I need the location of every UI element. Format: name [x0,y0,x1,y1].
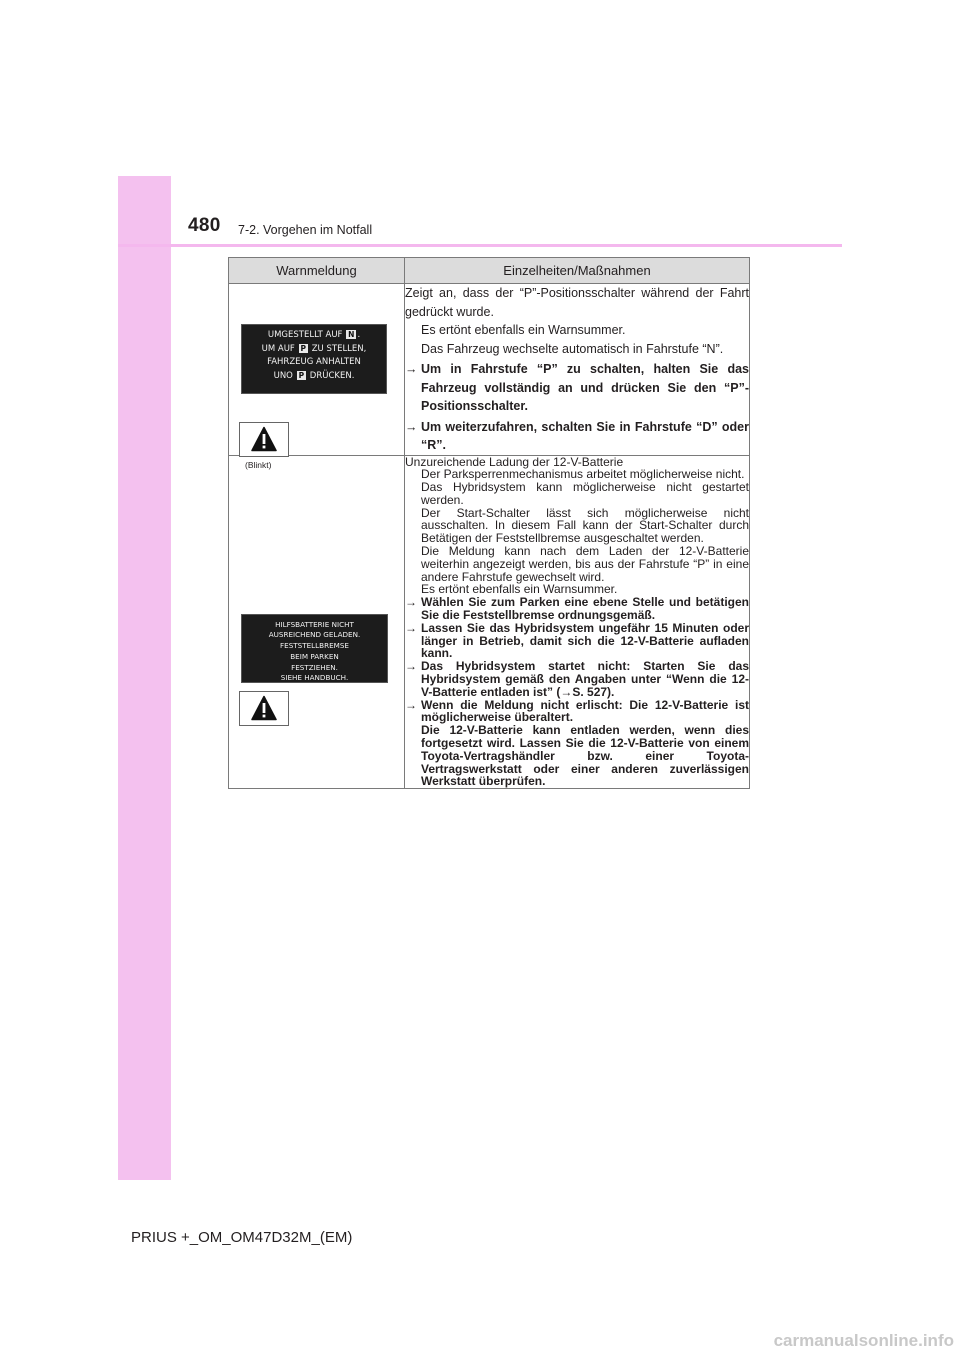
watermark: carmanualsonline.info [773,1331,954,1350]
action-item: → Lassen Sie das Hybridsystem ungefähr 15 Minuten oder länger in Betrieb, damit sich die 12-V-Batterie aufladen kann. [405,620,749,661]
info-text: Das Fahrzeug wechselte automatisch in Fahrstufe “N”. [421,341,724,356]
info-text: Die Meldung kann nach dem Laden der 12-V-Batterie weiterhin angezeigt werden, bis aus der Fahrstufe “P” in eine andere Fahrstufe gewechselt wird. [421,544,749,584]
action-item: → Um in Fahrstufe “P” zu schalten, halten Sie das Fahrzeug vollständig an und drücken Sie den “P”-Positionsschalter. [405,362,749,413]
action-item: → Wenn die Meldung nicht erlischt: Die 12-V-Batterie ist möglicherweise überaltert. Die 12-V-Batterie kann entladen werden, wenn dies fortgesetzt wird. Lassen Sie die 12-V-Batterie von einem Toyota-Vertragshändler bzw. einer Toyota-Vertragswerkstatt oder einer anderen zuverlässigen Werkstatt überprüfen. [405,697,749,789]
info-text: Das Hybridsystem kann möglicherweise nicht gestartet werden. [421,480,749,507]
table-row [229,284,750,456]
warning-triangle-icon [239,691,289,726]
warning-cell [229,455,405,789]
page-number: 480 [188,215,221,236]
arrow-icon: → [405,697,417,712]
display-message-image: UMGESTELLT AUF N . UM AUF P ZU STELLEN, FAHRZEUG ANHALTEN UNO P DRÜCKEN. [241,324,387,394]
arrow-icon: → [405,419,418,434]
action-item: → Wählen Sie zum Parken eine ebene Stelle und betätigen Sie die Feststellbremse ordnungsgemäß. [405,595,749,623]
intro-text: Zeigt an, dass der “P”-Positionsschalter während der Fahrt gedrückt wurde. [405,286,749,319]
table-row [229,455,750,789]
column-header-details: Einzelheiten/Maßnahmen [405,258,750,284]
column-header-warning: Warnmeldung [229,258,405,284]
arrow-icon: → [405,659,417,674]
details-cell [405,455,750,789]
warning-cell [229,284,405,470]
info-text: Es ertönt ebenfalls ein Warnsummer. [421,582,618,597]
info-text: Es ertönt ebenfalls ein Warnsummer. [421,323,626,337]
info-text: Der Start-Schalter lässt sich möglicherweise nicht ausschalten. In diesem Fall kann der Start-Schalter durch Betätigen der Feststellbremse ausgeschaltet werden. [421,505,749,546]
arrow-icon: → [405,362,418,376]
chapter-sidebar [118,176,171,1180]
details-cell [405,284,750,456]
document-code: PRIUS +_OM_OM47D32M_(EM) [131,1229,353,1246]
arrow-icon: → [405,595,417,610]
header-divider [118,244,842,247]
display-message-image: HILFSBATTERIE NICHT AUSREICHEND GELADEN. FESTSTELLBREMSE BEIM PARKEN FESTZIEHEN. SIEHE HANDBUCH. [241,614,388,683]
action-item: → Um weiterzufahren, schalten Sie in Fahrstufe “D” oder “R”. [405,419,749,452]
info-text: Der Parksperrenmechanismus arbeitet möglicherweise nicht. [421,467,745,482]
section-title: 7-2. Vorgehen im Notfall [238,223,373,237]
icon-caption: (Blinkt) [245,460,272,470]
table-header-row [229,258,750,284]
intro-text: Unzureichende Ladung der 12-V-Batterie [405,454,624,469]
action-item: → Das Hybridsystem startet nicht: Starten Sie das Hybridsystem gemäß den Angaben unter “Wenn die 12-V-Batterie entladen ist” (→S. 527). [405,659,749,699]
warning-table [228,257,750,789]
arrow-icon: → [405,620,417,635]
warning-triangle-icon [239,422,289,457]
